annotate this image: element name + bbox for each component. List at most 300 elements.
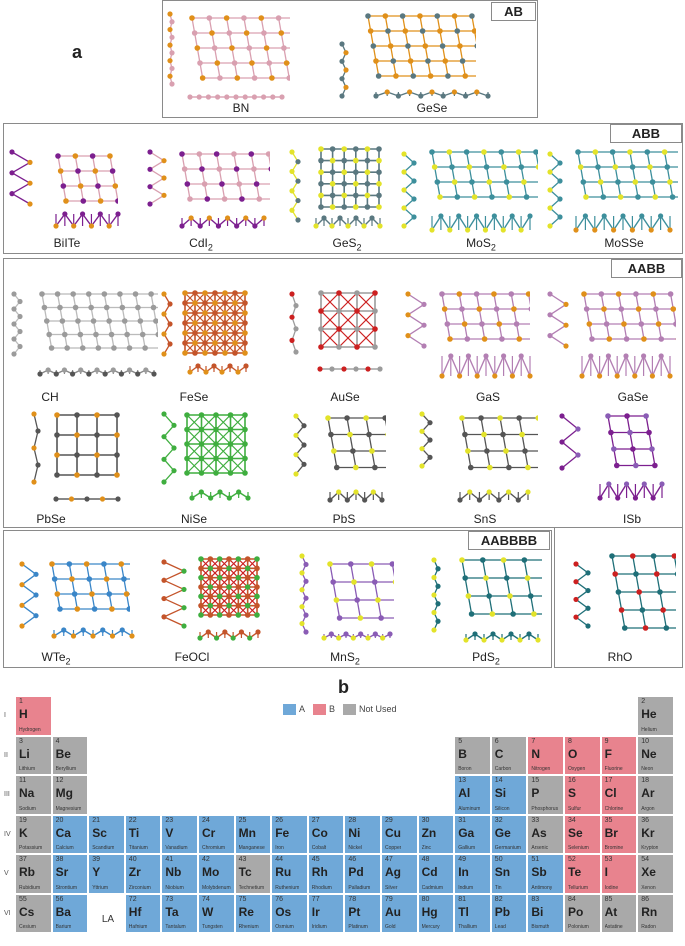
element-name: Titanium bbox=[128, 845, 148, 851]
ch-side-view bbox=[10, 290, 24, 358]
element-name: Tantalum bbox=[165, 924, 186, 930]
nise-side-view bbox=[160, 410, 178, 486]
element-symbol: Hg bbox=[421, 904, 438, 919]
feocl-bottom-view bbox=[196, 628, 262, 642]
fese-side-view bbox=[160, 290, 174, 358]
element-cell-be bbox=[52, 736, 89, 776]
element-name: Osmium bbox=[275, 924, 294, 930]
atomic-number: 31 bbox=[458, 816, 466, 824]
atomic-number: 38 bbox=[55, 856, 64, 863]
atomic-number: 75 bbox=[238, 895, 247, 903]
mosse-bottom-view bbox=[572, 212, 674, 234]
element-cell-k bbox=[15, 815, 52, 855]
atomic-number: 9 bbox=[604, 737, 609, 745]
atomic-number: 8 bbox=[568, 737, 572, 745]
element-name: Oxygen bbox=[568, 766, 586, 772]
element-cell-ta bbox=[161, 894, 198, 934]
atomic-number: 42 bbox=[202, 856, 210, 863]
element-symbol: Tc bbox=[238, 865, 252, 879]
structure-label: PbS bbox=[332, 512, 356, 526]
element-name: Radon bbox=[641, 924, 656, 930]
rho-side-view bbox=[572, 560, 592, 630]
element-symbol: Ge bbox=[494, 825, 511, 840]
element-symbol: Ta bbox=[165, 904, 179, 919]
atomic-number: 50 bbox=[494, 856, 503, 863]
atomic-number: 36 bbox=[641, 816, 649, 824]
element-name: Rhodium bbox=[311, 884, 332, 891]
element-name: Magnesium bbox=[55, 805, 82, 812]
structure-label: PdS$_2$ bbox=[472, 650, 500, 667]
structure-label: PbSe bbox=[36, 512, 66, 526]
element-symbol: Al bbox=[458, 786, 471, 800]
mos2-top-view bbox=[420, 144, 538, 206]
element-cell-s bbox=[564, 775, 601, 815]
element-symbol: Ga bbox=[458, 825, 475, 840]
element-cell-ge bbox=[491, 815, 528, 855]
nise-top-view bbox=[182, 410, 250, 478]
element-cell-sn bbox=[491, 854, 528, 894]
element-symbol: F bbox=[604, 746, 612, 761]
gas-bottom-view bbox=[438, 352, 534, 380]
ause-bottom-view bbox=[316, 364, 384, 374]
atomic-number: 17 bbox=[604, 777, 613, 784]
atomic-number: 40 bbox=[128, 856, 137, 863]
sns-side-view bbox=[418, 410, 434, 470]
group-abb-tag: ABB bbox=[610, 124, 682, 143]
element-symbol: Os bbox=[275, 904, 292, 919]
element-cell-h bbox=[15, 696, 52, 736]
element-cell-po bbox=[564, 894, 601, 934]
element-name: Rhenium bbox=[238, 924, 259, 930]
period-label: III bbox=[4, 791, 10, 798]
feocl-side-view bbox=[160, 558, 188, 630]
pbs-top-view bbox=[316, 410, 386, 480]
feocl-top-view bbox=[196, 554, 262, 620]
element-name: Astatine bbox=[604, 924, 623, 930]
element-name: Rubidium bbox=[19, 884, 41, 891]
bilte-bottom-view bbox=[52, 210, 122, 230]
structure-label: CH bbox=[41, 390, 59, 404]
period-label: V bbox=[4, 870, 9, 877]
element-name: Carbon bbox=[494, 766, 512, 772]
element-name: Cadmium bbox=[421, 884, 443, 891]
element-symbol: Ag bbox=[385, 865, 401, 879]
element-name: Arsenic bbox=[531, 845, 549, 851]
atomic-number: 15 bbox=[531, 777, 540, 784]
atomic-number: 16 bbox=[568, 777, 576, 784]
atomic-number: 82 bbox=[494, 895, 503, 903]
element-symbol: Bi bbox=[531, 904, 544, 919]
structure-label: GaSe bbox=[617, 390, 649, 404]
element-symbol: Tl bbox=[458, 904, 469, 919]
pds2-bottom-view bbox=[462, 630, 542, 644]
element-symbol: Sr bbox=[55, 865, 69, 879]
element-name: Molybdenum bbox=[202, 884, 231, 891]
atomic-number: 7 bbox=[531, 737, 536, 745]
element-cell-ir bbox=[308, 894, 345, 934]
atomic-number: 33 bbox=[531, 816, 540, 824]
element-cell-cl bbox=[601, 775, 638, 815]
element-name: Yttrium bbox=[92, 884, 109, 891]
atomic-number: 23 bbox=[165, 816, 174, 824]
element-symbol: Re bbox=[238, 904, 254, 919]
structure-label: WTe$_2$ bbox=[41, 650, 71, 667]
period-label: VI bbox=[4, 909, 11, 917]
group-aabb-tag: AABB bbox=[611, 259, 682, 278]
element-symbol: O bbox=[568, 746, 578, 761]
element-cell-bi bbox=[527, 894, 564, 934]
element-name: Gallium bbox=[458, 845, 476, 851]
element-cell-br bbox=[601, 815, 638, 855]
cdi2-bottom-view bbox=[178, 214, 268, 230]
atomic-number: 28 bbox=[348, 816, 357, 824]
element-symbol: He bbox=[641, 707, 657, 721]
element-cell-te bbox=[564, 854, 601, 894]
mosse-top-view bbox=[566, 144, 678, 206]
atomic-number: 14 bbox=[494, 777, 503, 784]
bilte-side-view bbox=[8, 148, 34, 208]
element-symbol: Se bbox=[568, 825, 583, 840]
atomic-number: 30 bbox=[421, 816, 430, 824]
element-symbol: S bbox=[568, 786, 577, 800]
atomic-number: 84 bbox=[568, 895, 576, 903]
structure-label: ISb bbox=[622, 512, 642, 526]
element-symbol: Na bbox=[19, 786, 35, 800]
atomic-number: 52 bbox=[568, 856, 576, 863]
structure-label: MnS$_2$ bbox=[330, 650, 360, 667]
element-name: Iridium bbox=[311, 924, 327, 930]
periodic-table bbox=[0, 694, 685, 946]
element-name: Cesium bbox=[19, 924, 36, 930]
element-symbol: Cd bbox=[421, 865, 438, 879]
element-name: Palladium bbox=[348, 884, 371, 891]
element-symbol: Xe bbox=[641, 865, 656, 879]
fese-bottom-view bbox=[186, 362, 250, 376]
mns2-bottom-view bbox=[320, 630, 394, 642]
element-symbol: K bbox=[19, 825, 28, 840]
element-name: Silicon bbox=[494, 805, 510, 812]
element-cell-cs bbox=[15, 894, 52, 934]
element-cell-i bbox=[601, 854, 638, 894]
element-symbol: Ba bbox=[55, 904, 71, 919]
element-name: Ruthenium bbox=[275, 884, 300, 891]
pds2-top-view bbox=[450, 552, 542, 628]
element-cell-se bbox=[564, 815, 601, 855]
panel-a-label: a bbox=[72, 42, 83, 62]
atomic-number: 83 bbox=[531, 895, 540, 903]
element-cell-tc bbox=[235, 854, 272, 894]
element-name: Silver bbox=[385, 884, 398, 891]
group-aabbbb-tag: AABBBB bbox=[468, 531, 550, 550]
element-symbol: Rb bbox=[19, 865, 35, 879]
structure-label: RhO bbox=[607, 650, 633, 664]
element-name: Argon bbox=[641, 805, 655, 812]
element-cell-si bbox=[491, 775, 528, 815]
element-name: Chlorine bbox=[604, 805, 624, 812]
element-symbol: Zn bbox=[421, 825, 437, 840]
wte2-bottom-view bbox=[50, 626, 136, 640]
element-symbol: Si bbox=[494, 786, 507, 800]
element-name: Technetium bbox=[238, 884, 265, 891]
pds2-side-view bbox=[430, 556, 442, 634]
element-cell-tl bbox=[454, 894, 491, 934]
element-symbol: Cu bbox=[385, 825, 401, 840]
element-cell-ti bbox=[125, 815, 162, 855]
period-label: II bbox=[4, 751, 8, 759]
pbse-top-view bbox=[52, 410, 122, 480]
element-cell-mn bbox=[235, 815, 272, 855]
atomic-number: 55 bbox=[19, 895, 27, 903]
atomic-number: 72 bbox=[128, 895, 137, 903]
element-cell-kr bbox=[637, 815, 674, 855]
element-cell-ag bbox=[381, 854, 418, 894]
atomic-number: 2 bbox=[641, 698, 646, 705]
element-name: Fluorine bbox=[604, 766, 623, 772]
gese-side-view bbox=[338, 40, 350, 100]
structure-label: GeSe bbox=[416, 101, 448, 115]
element-name: Platinum bbox=[348, 924, 368, 930]
element-name: Chromium bbox=[202, 845, 226, 851]
element-name: Gold bbox=[385, 924, 396, 930]
element-name: Iodine bbox=[604, 884, 619, 891]
atomic-number: 18 bbox=[641, 777, 649, 784]
element-cell-sr bbox=[52, 854, 89, 894]
element-name: Zinc bbox=[421, 845, 432, 851]
structure-label: BiITe bbox=[53, 236, 81, 250]
element-cell-zr bbox=[125, 854, 162, 894]
wte2-side-view bbox=[18, 560, 40, 630]
element-symbol: Au bbox=[385, 904, 401, 919]
element-name: Xenon bbox=[641, 884, 656, 891]
element-symbol: Be bbox=[55, 746, 71, 761]
isb-top-view bbox=[596, 408, 662, 474]
bilte-top-view bbox=[46, 148, 118, 204]
cdi2-side-view bbox=[146, 148, 168, 208]
atomic-number: 53 bbox=[604, 856, 613, 863]
element-name: Mercury bbox=[421, 924, 440, 930]
atomic-number: 10 bbox=[641, 737, 649, 745]
structure-label: SnS bbox=[473, 512, 497, 526]
element-cell-as bbox=[527, 815, 564, 855]
element-cell-nb bbox=[161, 854, 198, 894]
element-name: Germanium bbox=[494, 845, 521, 851]
element-cell-p bbox=[527, 775, 564, 815]
element-symbol: Mo bbox=[202, 865, 220, 879]
element-cell-ne bbox=[637, 736, 674, 776]
atomic-number: 74 bbox=[202, 895, 210, 903]
element-symbol: Co bbox=[311, 825, 328, 840]
element-name: Bromine bbox=[604, 845, 624, 851]
atomic-number: 32 bbox=[494, 816, 503, 824]
element-cell-v bbox=[161, 815, 198, 855]
element-cell-os bbox=[271, 894, 308, 934]
element-symbol: C bbox=[494, 746, 504, 761]
element-name: Nickel bbox=[348, 845, 363, 851]
atomic-number: 26 bbox=[275, 816, 283, 824]
element-symbol: Ir bbox=[311, 904, 320, 919]
atomic-number: 45 bbox=[311, 856, 320, 863]
atomic-number: 27 bbox=[311, 816, 320, 824]
element-cell-mo bbox=[198, 854, 235, 894]
atomic-number: 44 bbox=[275, 856, 283, 863]
element-symbol: H bbox=[19, 707, 28, 721]
element-cell-ca bbox=[52, 815, 89, 855]
structure-label: FeSe bbox=[179, 390, 209, 404]
atomic-number: 1 bbox=[19, 698, 23, 705]
element-cell-sb bbox=[527, 854, 564, 894]
element-name: Thallium bbox=[458, 924, 478, 930]
gase-bottom-view bbox=[578, 352, 674, 380]
pbs-bottom-view bbox=[326, 488, 386, 504]
element-symbol: Ru bbox=[275, 865, 292, 879]
element-cell-ru bbox=[271, 854, 308, 894]
element-name: Helium bbox=[641, 726, 657, 733]
element-cell-o bbox=[564, 736, 601, 776]
pbs-side-view bbox=[292, 412, 308, 478]
gese-bottom-view bbox=[372, 88, 492, 100]
element-name: Antimony bbox=[531, 884, 553, 891]
element-symbol: In bbox=[458, 865, 469, 879]
element-symbol: Br bbox=[604, 825, 618, 840]
element-symbol: Ni bbox=[348, 825, 361, 840]
element-cell-rn bbox=[637, 894, 674, 934]
atomic-number: 24 bbox=[202, 816, 210, 824]
element-symbol: Mn bbox=[238, 825, 256, 840]
ch-bottom-view bbox=[36, 366, 158, 378]
sns-bottom-view bbox=[456, 488, 532, 504]
period-label: IV bbox=[4, 830, 11, 838]
element-name: Krypton bbox=[641, 845, 659, 851]
atomic-number: 49 bbox=[458, 856, 466, 863]
atomic-number: 43 bbox=[238, 856, 247, 863]
panel-b-label: b bbox=[338, 677, 349, 697]
element-cell-hf bbox=[125, 894, 162, 934]
mos2-bottom-view bbox=[428, 212, 534, 234]
element-symbol: Fe bbox=[275, 825, 290, 840]
isb-side-view bbox=[558, 412, 582, 472]
element-cell-sc bbox=[88, 815, 125, 855]
element-cell-au bbox=[381, 894, 418, 934]
gas-top-view bbox=[430, 286, 530, 352]
element-symbol: Nb bbox=[165, 865, 182, 879]
group-ab-tag: AB bbox=[491, 2, 536, 21]
atomic-number: 29 bbox=[385, 816, 393, 824]
legend-item-b: B bbox=[313, 704, 335, 715]
element-cell-f bbox=[601, 736, 638, 776]
element-cell-he bbox=[637, 696, 674, 736]
period-label: I bbox=[4, 712, 6, 719]
element-symbol: W bbox=[202, 904, 214, 919]
fese-top-view bbox=[180, 288, 250, 358]
element-cell-cd bbox=[418, 854, 455, 894]
element-cell-al bbox=[454, 775, 491, 815]
mos2-side-view bbox=[400, 150, 418, 230]
element-cell-at bbox=[601, 894, 638, 934]
bn-bottom-view bbox=[186, 94, 286, 100]
element-cell-xe bbox=[637, 854, 674, 894]
element-name: Sulfur bbox=[568, 805, 582, 812]
element-cell-fe bbox=[271, 815, 308, 855]
element-name: Scandium bbox=[92, 845, 115, 851]
element-cell-ba bbox=[52, 894, 89, 934]
element-cell-n bbox=[527, 736, 564, 776]
element-name: Sodium bbox=[19, 805, 36, 812]
ges2-top-view bbox=[316, 144, 384, 212]
element-cell-na bbox=[15, 775, 52, 815]
element-symbol: B bbox=[458, 746, 467, 761]
atomic-number: 3 bbox=[19, 737, 23, 745]
element-name: Bismuth bbox=[531, 924, 550, 930]
element-cell-rb bbox=[15, 854, 52, 894]
atomic-number: 6 bbox=[494, 737, 499, 745]
element-name: Vanadium bbox=[165, 845, 188, 851]
pbse-side-view bbox=[30, 410, 42, 486]
element-cell-b bbox=[454, 736, 491, 776]
element-cell-in bbox=[454, 854, 491, 894]
element-symbol: P bbox=[531, 786, 540, 800]
lanthanide-placeholder: LA bbox=[101, 914, 115, 925]
element-name: Hydrogen bbox=[19, 726, 41, 733]
element-name: Phosphorus bbox=[531, 805, 559, 812]
atomic-number: 4 bbox=[55, 737, 60, 745]
element-cell-zn bbox=[418, 815, 455, 855]
structure-label: FeOCl bbox=[174, 650, 210, 664]
element-cell-li bbox=[15, 736, 52, 776]
element-name: Nitrogen bbox=[531, 766, 551, 772]
element-name: Neon bbox=[641, 766, 654, 772]
element-name: Niobium bbox=[165, 884, 184, 891]
ges2-side-view bbox=[288, 148, 302, 224]
element-name: Lithium bbox=[19, 766, 36, 772]
structure-label: GaS bbox=[475, 390, 501, 404]
mosse-side-view bbox=[546, 150, 564, 230]
element-cell-pb bbox=[491, 894, 528, 934]
atomic-number: 34 bbox=[568, 816, 576, 824]
element-cell-pt bbox=[344, 894, 381, 934]
atomic-number: 11 bbox=[19, 777, 27, 784]
atomic-number: 20 bbox=[55, 816, 64, 824]
element-name: Tin bbox=[494, 884, 502, 891]
mns2-side-view bbox=[298, 552, 310, 636]
element-symbol: At bbox=[604, 904, 618, 919]
element-cell-ar bbox=[637, 775, 674, 815]
atomic-number: 19 bbox=[19, 816, 27, 824]
legend-item-a: A bbox=[283, 704, 305, 715]
element-cell-y bbox=[88, 854, 125, 894]
atomic-number: 77 bbox=[311, 895, 320, 903]
element-name: Strontium bbox=[55, 884, 77, 891]
element-symbol: Zr bbox=[128, 865, 141, 879]
element-symbol: Cs bbox=[19, 904, 35, 919]
atomic-number: 73 bbox=[165, 895, 174, 903]
atomic-number: 22 bbox=[128, 816, 137, 824]
atomic-number: 56 bbox=[55, 895, 64, 903]
atomic-number: 48 bbox=[421, 856, 430, 863]
element-symbol: Ne bbox=[641, 746, 657, 761]
element-cell-pd bbox=[344, 854, 381, 894]
element-symbol: Rh bbox=[311, 865, 328, 879]
gas-side-view bbox=[404, 290, 428, 350]
gase-top-view bbox=[572, 286, 676, 352]
atomic-number: 37 bbox=[19, 856, 27, 863]
element-symbol: Ti bbox=[128, 825, 140, 840]
element-symbol: Cr bbox=[202, 825, 216, 840]
element-cell-c bbox=[491, 736, 528, 776]
structure-label: NiSe bbox=[180, 512, 208, 526]
element-name: Copper bbox=[385, 845, 402, 851]
ch-top-view bbox=[30, 286, 158, 356]
ause-side-view bbox=[288, 290, 300, 356]
